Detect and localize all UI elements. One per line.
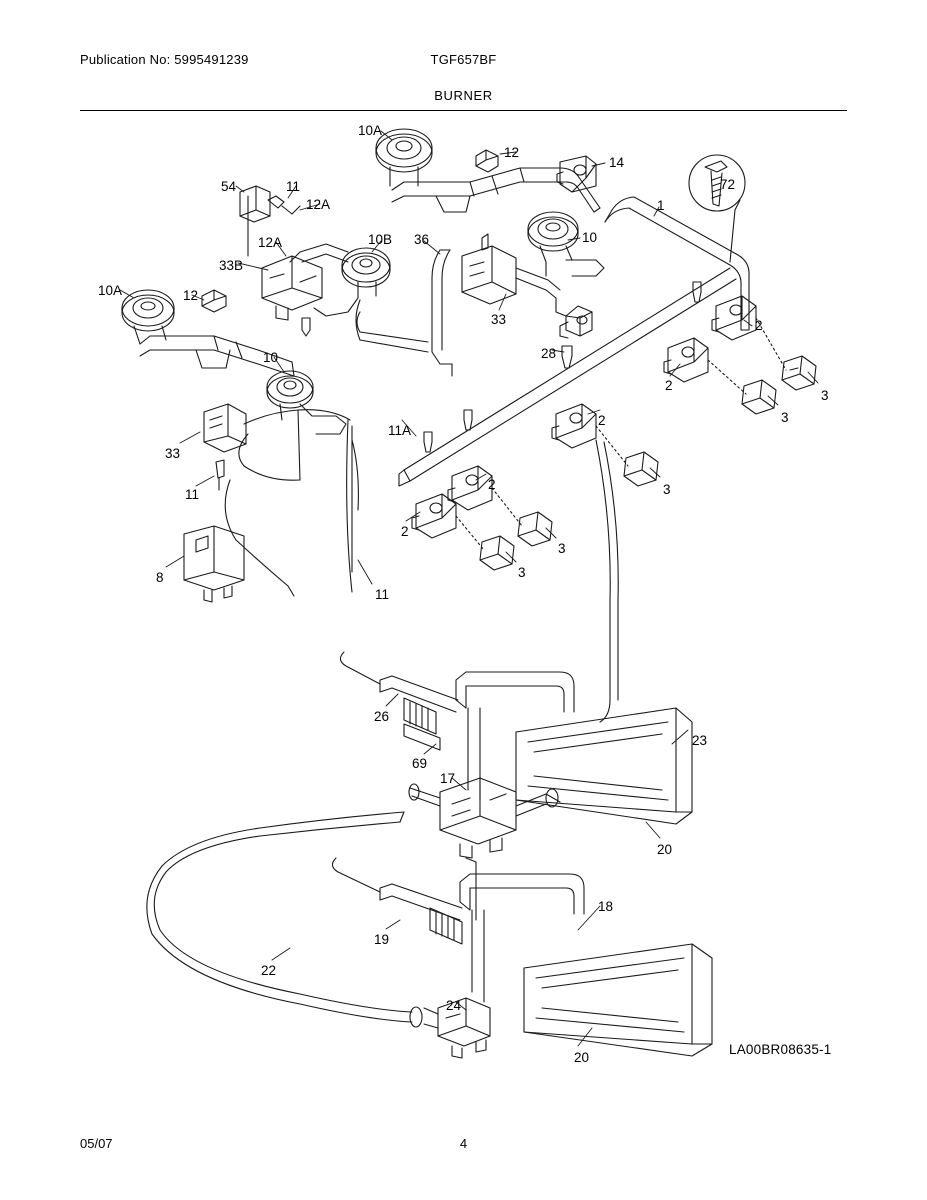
bracket-36 (462, 234, 516, 304)
ignitor-33-left (204, 404, 246, 452)
callout-10b: 10B (368, 232, 393, 247)
valve-2-mid (552, 404, 596, 448)
pipe-28 (516, 268, 592, 338)
oven-supply-tube (347, 420, 619, 722)
callout-2: 2 (665, 378, 673, 393)
bake-burner-assembly (147, 812, 712, 1058)
footer-page-number: 4 (459, 1136, 468, 1151)
callout-33: 33 (491, 312, 507, 327)
callout-69: 69 (412, 756, 428, 771)
callout-2: 2 (488, 477, 496, 492)
callout-22: 22 (261, 963, 277, 978)
callout-33b: 33B (219, 258, 244, 273)
burner-head-left-lower (267, 371, 346, 434)
callout-17: 17 (440, 771, 456, 786)
callout-18: 18 (598, 899, 614, 914)
callout-10a: 10A (98, 283, 123, 298)
burner-head-top (376, 129, 432, 186)
ignitor-11-left (216, 460, 224, 490)
callout-12a: 12A (306, 197, 331, 212)
callout-1: 1 (657, 198, 665, 213)
assembly-leader-lines (456, 318, 786, 550)
callout-23: 23 (692, 733, 708, 748)
center-riser-tubes (302, 250, 452, 376)
footer-date: 05/07 (80, 1136, 113, 1151)
bracket-33b (262, 256, 322, 320)
clip-12-top (476, 150, 498, 172)
callout-14: 14 (609, 155, 625, 170)
callout-11: 11 (375, 587, 390, 602)
screw-72-detail (689, 155, 745, 262)
callout-10: 10 (582, 230, 598, 245)
knob-3-low-b (480, 536, 514, 570)
model-number: TGF657BF (430, 52, 497, 67)
callout-3: 3 (663, 482, 671, 497)
callout-26: 26 (374, 709, 390, 724)
callout-12: 12 (183, 288, 199, 303)
diagram-code: LA00BR08635-1 (729, 1042, 832, 1057)
callout-20: 20 (657, 842, 673, 857)
callout-2: 2 (401, 524, 409, 539)
ignitor-wire-bundle (225, 410, 358, 596)
callout-10: 10 (263, 350, 279, 365)
callout-28: 28 (541, 346, 557, 361)
callout-19: 19 (374, 932, 390, 947)
knob-3-right (742, 380, 776, 414)
callout-8: 8 (156, 570, 164, 585)
callout-10a: 10A (358, 123, 383, 138)
callout-2: 2 (598, 413, 606, 428)
main-manifold-pipe (399, 197, 749, 486)
callout-11: 11 (286, 179, 301, 194)
callout-3: 3 (821, 388, 829, 403)
callout-3: 3 (781, 410, 789, 425)
callout-2: 2 (755, 318, 763, 333)
callout-36: 36 (414, 232, 430, 247)
knob-3-far-right (782, 356, 816, 390)
broil-burner-assembly (340, 652, 692, 858)
clip-12-left (202, 290, 226, 312)
callout-33: 33 (165, 446, 181, 461)
callout-12: 12 (504, 145, 520, 160)
callout-3: 3 (518, 565, 526, 580)
page-title: BURNER (434, 88, 493, 103)
callout-24: 24 (446, 998, 462, 1013)
publication-number: Publication No: 5995491239 (80, 52, 249, 67)
callout-20: 20 (574, 1050, 590, 1065)
manifold-screws (424, 282, 701, 452)
knob-3-mid (624, 452, 658, 486)
callout-3: 3 (558, 541, 566, 556)
callout-12a: 12A (258, 235, 283, 250)
callout-11a: 11A (388, 423, 412, 438)
callout-72: 72 (720, 177, 736, 192)
callout-54: 54 (221, 179, 237, 194)
callout-11: 11 (185, 487, 200, 502)
